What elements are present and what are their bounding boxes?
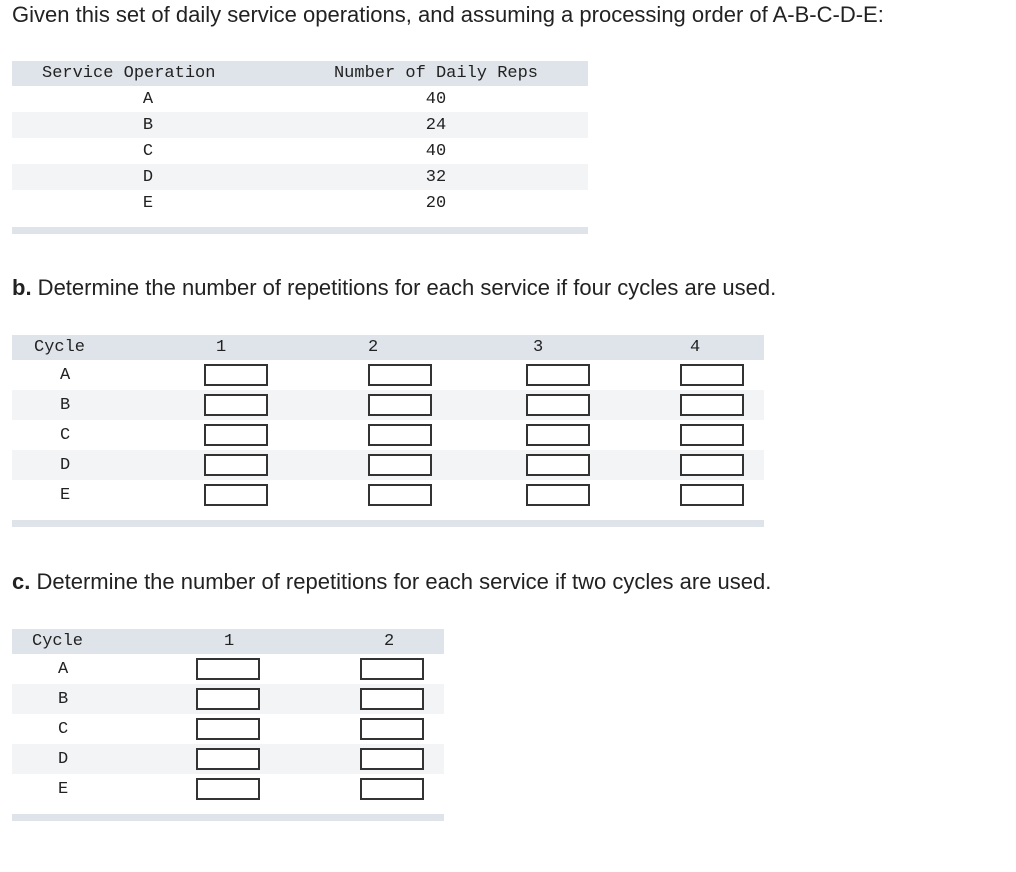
answer-box-d-4[interactable] xyxy=(680,454,744,476)
answer-box-a-2[interactable] xyxy=(360,658,424,680)
answer-box-c-2[interactable] xyxy=(368,424,432,446)
answer-box-c-3[interactable] xyxy=(526,424,590,446)
service-operations-table xyxy=(12,61,588,216)
table-footer-bar xyxy=(12,227,588,234)
header-daily-reps: Number of Daily Reps xyxy=(333,64,539,83)
cycle-header: Cycle xyxy=(32,632,84,651)
answer-box-b-1[interactable] xyxy=(196,688,260,710)
answer-box-d-2[interactable] xyxy=(360,748,424,770)
answer-box-a-1[interactable] xyxy=(196,658,260,680)
service-label: C xyxy=(58,719,69,739)
cycle-2-header: 2 xyxy=(384,632,395,651)
table-row xyxy=(12,714,444,744)
table-row xyxy=(12,654,444,684)
answer-box-b-1[interactable] xyxy=(204,394,268,416)
header-service-operation: Service Operation xyxy=(42,64,216,83)
answer-box-a-4[interactable] xyxy=(680,364,744,386)
service-label: B xyxy=(58,689,69,709)
operation-cell: E xyxy=(142,193,154,213)
cycle-header: Cycle xyxy=(34,338,86,357)
table-row xyxy=(12,480,764,510)
cycle-2-header: 2 xyxy=(368,338,379,357)
answer-box-e-3[interactable] xyxy=(526,484,590,506)
cycle-3-header: 3 xyxy=(533,338,544,357)
answer-box-d-1[interactable] xyxy=(204,454,268,476)
table-row xyxy=(12,190,588,216)
service-label: E xyxy=(60,485,71,505)
service-label: A xyxy=(60,365,71,385)
table-footer-bar xyxy=(12,520,764,527)
answer-box-e-1[interactable] xyxy=(204,484,268,506)
reps-cell: 32 xyxy=(425,167,447,187)
answer-box-a-1[interactable] xyxy=(204,364,268,386)
cycle-1-header: 1 xyxy=(224,632,235,651)
question-b-label: b. xyxy=(12,275,32,300)
reps-cell: 20 xyxy=(425,193,447,213)
reps-cell: 40 xyxy=(425,141,447,161)
answer-box-c-1[interactable] xyxy=(204,424,268,446)
table-row xyxy=(12,744,444,774)
table-row xyxy=(12,86,588,112)
question-c-label: c. xyxy=(12,569,31,594)
answer-box-e-2[interactable] xyxy=(360,778,424,800)
answer-box-a-3[interactable] xyxy=(526,364,590,386)
service-label: E xyxy=(58,779,69,799)
question-b xyxy=(12,275,776,301)
operation-cell: A xyxy=(142,89,154,109)
answer-box-b-3[interactable] xyxy=(526,394,590,416)
answer-box-b-2[interactable] xyxy=(360,688,424,710)
answer-box-b-2[interactable] xyxy=(368,394,432,416)
table-row xyxy=(12,360,764,390)
table-row xyxy=(12,390,764,420)
answer-box-c-2[interactable] xyxy=(360,718,424,740)
answer-box-c-1[interactable] xyxy=(196,718,260,740)
answer-box-a-2[interactable] xyxy=(368,364,432,386)
reps-cell: 40 xyxy=(425,89,447,109)
table-row xyxy=(12,774,444,804)
answer-box-c-4[interactable] xyxy=(680,424,744,446)
service-label: A xyxy=(58,659,69,679)
cycles-two-table xyxy=(12,629,444,804)
cycles-four-table xyxy=(12,335,764,510)
table-row xyxy=(12,138,588,164)
reps-cell: 24 xyxy=(425,115,447,135)
question-b-text: Determine the number of repetitions for each service if four cycles are used. xyxy=(31,275,777,300)
service-label: D xyxy=(60,455,71,475)
cycle-1-header: 1 xyxy=(216,338,227,357)
answer-box-d-3[interactable] xyxy=(526,454,590,476)
table-row xyxy=(12,450,764,480)
table-row xyxy=(12,164,588,190)
table-row xyxy=(12,112,588,138)
operation-cell: D xyxy=(142,167,154,187)
service-label: C xyxy=(60,425,71,445)
question-c-text: Determine the number of repetitions for each service if two cycles are used. xyxy=(30,569,772,594)
table-footer-bar xyxy=(12,814,444,821)
intro-text: Given this set of daily service operations, and assuming a processing order of A-B-C-D-E: xyxy=(12,2,884,27)
operation-cell: C xyxy=(142,141,154,161)
answer-box-d-1[interactable] xyxy=(196,748,260,770)
answer-box-e-1[interactable] xyxy=(196,778,260,800)
cycle-4-header: 4 xyxy=(690,338,701,357)
answer-box-b-4[interactable] xyxy=(680,394,744,416)
answer-box-e-4[interactable] xyxy=(680,484,744,506)
service-label: B xyxy=(60,395,71,415)
question-c xyxy=(12,569,771,595)
table-row xyxy=(12,684,444,714)
operation-cell: B xyxy=(142,115,154,135)
service-label: D xyxy=(58,749,69,769)
answer-box-d-2[interactable] xyxy=(368,454,432,476)
answer-box-e-2[interactable] xyxy=(368,484,432,506)
table-row xyxy=(12,420,764,450)
